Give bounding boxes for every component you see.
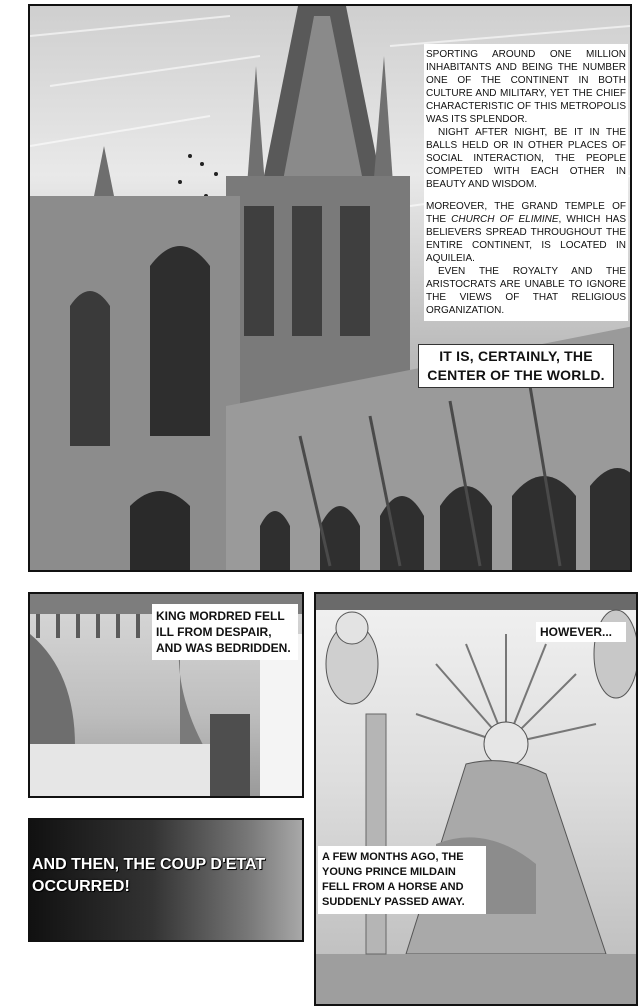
narration-paragraph-4: EVEN THE ROYALTY AND THE ARISTOCRATS ARE UNABLE TO IGNORE THE VIEWS OF THAT RELIGIOUS ORGANIZATION. <box>426 266 626 316</box>
church-name: CHURCH OF ELIMINE <box>451 214 559 225</box>
narration-text: , WHICH HAS BELIEVERS SPREAD THROUGHOUT THE ENTIRE CONTINENT, IS LOCATED IN AQUILEIA. <box>426 214 627 264</box>
however-caption: HOWEVER... <box>536 622 626 642</box>
prince-mildain-caption: A FEW MONTHS AGO, THE YOUNG PRINCE MILDAIN FELL FROM A HORSE AND SUDDENLY PASSED AWAY. <box>318 846 486 914</box>
statue-illustration <box>316 594 638 1006</box>
center-of-world-caption: IT IS, CERTAINLY, THE CENTER OF THE WORLD. <box>418 344 614 388</box>
narration-paragraph-2: NIGHT AFTER NIGHT, BE IT IN THE BALLS HELD OR IN OTHER PLACES OF SOCIAL INTERACTION, THE PEOPLE COMPETED WITH EACH OTHER IN BEAUTY AND WISDOM. <box>426 127 626 190</box>
statue-panel <box>314 592 638 1006</box>
coup-detat-caption: AND THEN, THE COUP D'ETAT OCCURRED! <box>32 856 266 895</box>
narration-block <box>424 44 628 321</box>
narration-text: MOREOVER, THE GRAND TEMPLE OF THE <box>426 201 626 225</box>
narration-paragraph-1: SPORTING AROUND ONE MILLION INHABITANTS AND BEING THE NUMBER ONE OF THE CONTINENT IN BOTH CULTURE AND MILITARY, YET THE CHIEF CHARACTERISTIC OF THIS METROPOLIS WAS ITS SPLENDOR. <box>426 49 626 125</box>
narration-paragraph-3 <box>426 200 626 265</box>
king-mordred-caption: KING MORDRED FELL ILL FROM DESPAIR, AND WAS BEDRIDDEN. <box>152 604 298 660</box>
